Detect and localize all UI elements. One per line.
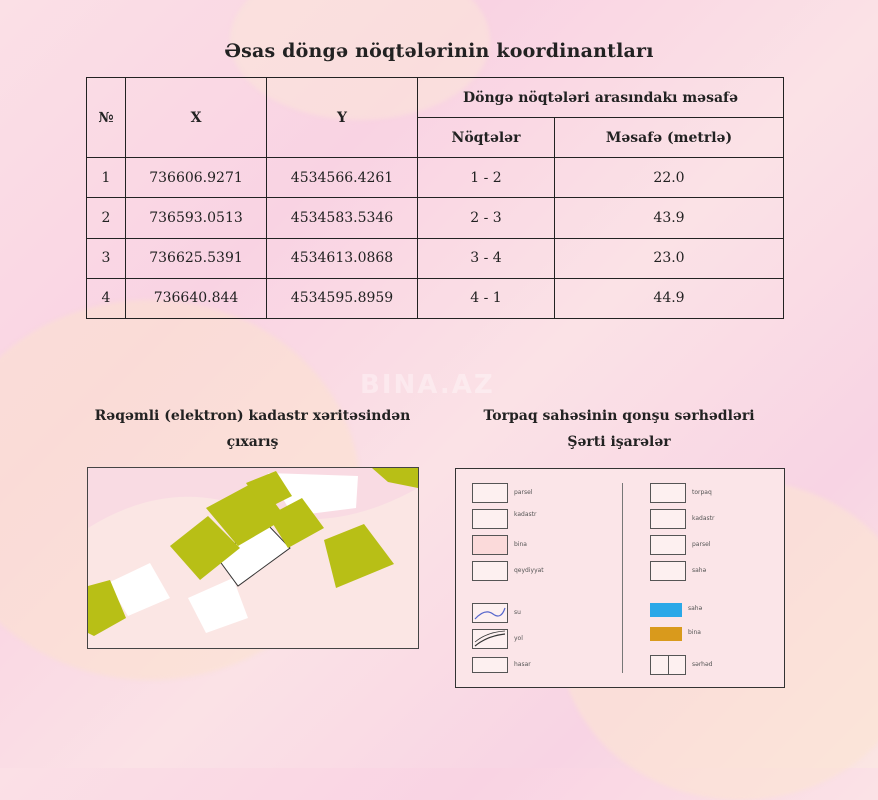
legend-section-title [445, 408, 793, 450]
cell-y: 4534583.5346 [267, 198, 418, 238]
legend-label: kadastr [692, 515, 715, 522]
cell-no: 1 [87, 158, 126, 198]
legend-symbol-road [472, 629, 508, 649]
legend-symbol-registration [472, 561, 508, 581]
cadastral-map [87, 467, 419, 649]
legend-label: torpaq [692, 489, 712, 496]
legend-symbol-orange-building [650, 627, 682, 641]
table-row [87, 158, 784, 198]
legend-symbol-boundary [650, 655, 686, 675]
cell-y: 4534613.0868 [267, 238, 418, 278]
page-title: Əsas döngə nöqtələrinin koordinantları [224, 40, 654, 62]
cell-no: 2 [87, 198, 126, 238]
road-line-icon [473, 630, 507, 648]
header-x: X [126, 78, 267, 158]
cell-points: 4 - 1 [418, 278, 555, 318]
legend-label: kadastr [514, 511, 537, 518]
legend-label: su [514, 609, 521, 616]
legend-symbol-area [650, 561, 686, 581]
cell-x: 736625.5391 [126, 238, 267, 278]
cell-distance: 44.9 [555, 278, 784, 318]
legend-symbol-water [472, 603, 508, 623]
legend-label: bina [514, 541, 527, 548]
legend-title-line2: Şərti işarələr [567, 434, 671, 450]
cell-distance: 23.0 [555, 238, 784, 278]
map-section-title [80, 408, 425, 450]
cell-y: 4534595.8959 [267, 278, 418, 318]
cell-distance: 43.9 [555, 198, 784, 238]
map-title-line1: Rəqəmli (elektron) kadastr xəritəsindən [94, 408, 411, 424]
cell-x: 736640.844 [126, 278, 267, 318]
legend-label: bina [688, 629, 701, 636]
legend-label: sahə [688, 605, 703, 612]
water-line-icon [473, 604, 507, 622]
cell-no: 3 [87, 238, 126, 278]
header-y: Y [267, 78, 418, 158]
table-row [87, 238, 784, 278]
legend-symbol-blue-area [650, 603, 682, 617]
header-distance: Məsafə (metrlə) [555, 118, 784, 158]
legend-panel [455, 468, 785, 688]
coordinates-table [86, 77, 784, 319]
legend-symbol-building [472, 535, 508, 555]
legend-label: hasar [514, 661, 531, 668]
legend-symbol-fence [472, 657, 508, 673]
header-distance-group: Döngə nöqtələri arasındakı məsafə [418, 78, 784, 118]
legend-divider [622, 483, 623, 673]
cell-distance: 22.0 [555, 158, 784, 198]
table-row [87, 198, 784, 238]
legend-symbol-parcel-2 [650, 535, 686, 555]
legend-symbol-cadastre [472, 509, 508, 529]
legend-title-line1: Torpaq sahəsinin qonşu sərhədləri [483, 408, 755, 424]
map-title-line2: çıxarış [226, 434, 279, 450]
legend-symbol-land [650, 483, 686, 503]
legend-label: sahə [692, 567, 707, 574]
legend-label: parsel [514, 489, 533, 496]
header-points: Nöqtələr [418, 118, 555, 158]
cell-x: 736606.9271 [126, 158, 267, 198]
legend-symbol-cadastre-2 [650, 509, 686, 529]
cell-x: 736593.0513 [126, 198, 267, 238]
watermark: BINA.AZ [360, 370, 495, 400]
legend-label: yol [514, 635, 523, 642]
legend-label: sərhəd [692, 661, 713, 668]
cell-y: 4534566.4261 [267, 158, 418, 198]
cell-points: 3 - 4 [418, 238, 555, 278]
legend-symbol-parcel [472, 483, 508, 503]
table-row [87, 278, 784, 318]
cell-points: 2 - 3 [418, 198, 555, 238]
legend-label: qeydiyyat [514, 567, 544, 574]
cadastral-map-svg [88, 468, 418, 648]
cell-no: 4 [87, 278, 126, 318]
legend-label: parsel [692, 541, 711, 548]
header-no: № [87, 78, 126, 158]
cell-points: 1 - 2 [418, 158, 555, 198]
